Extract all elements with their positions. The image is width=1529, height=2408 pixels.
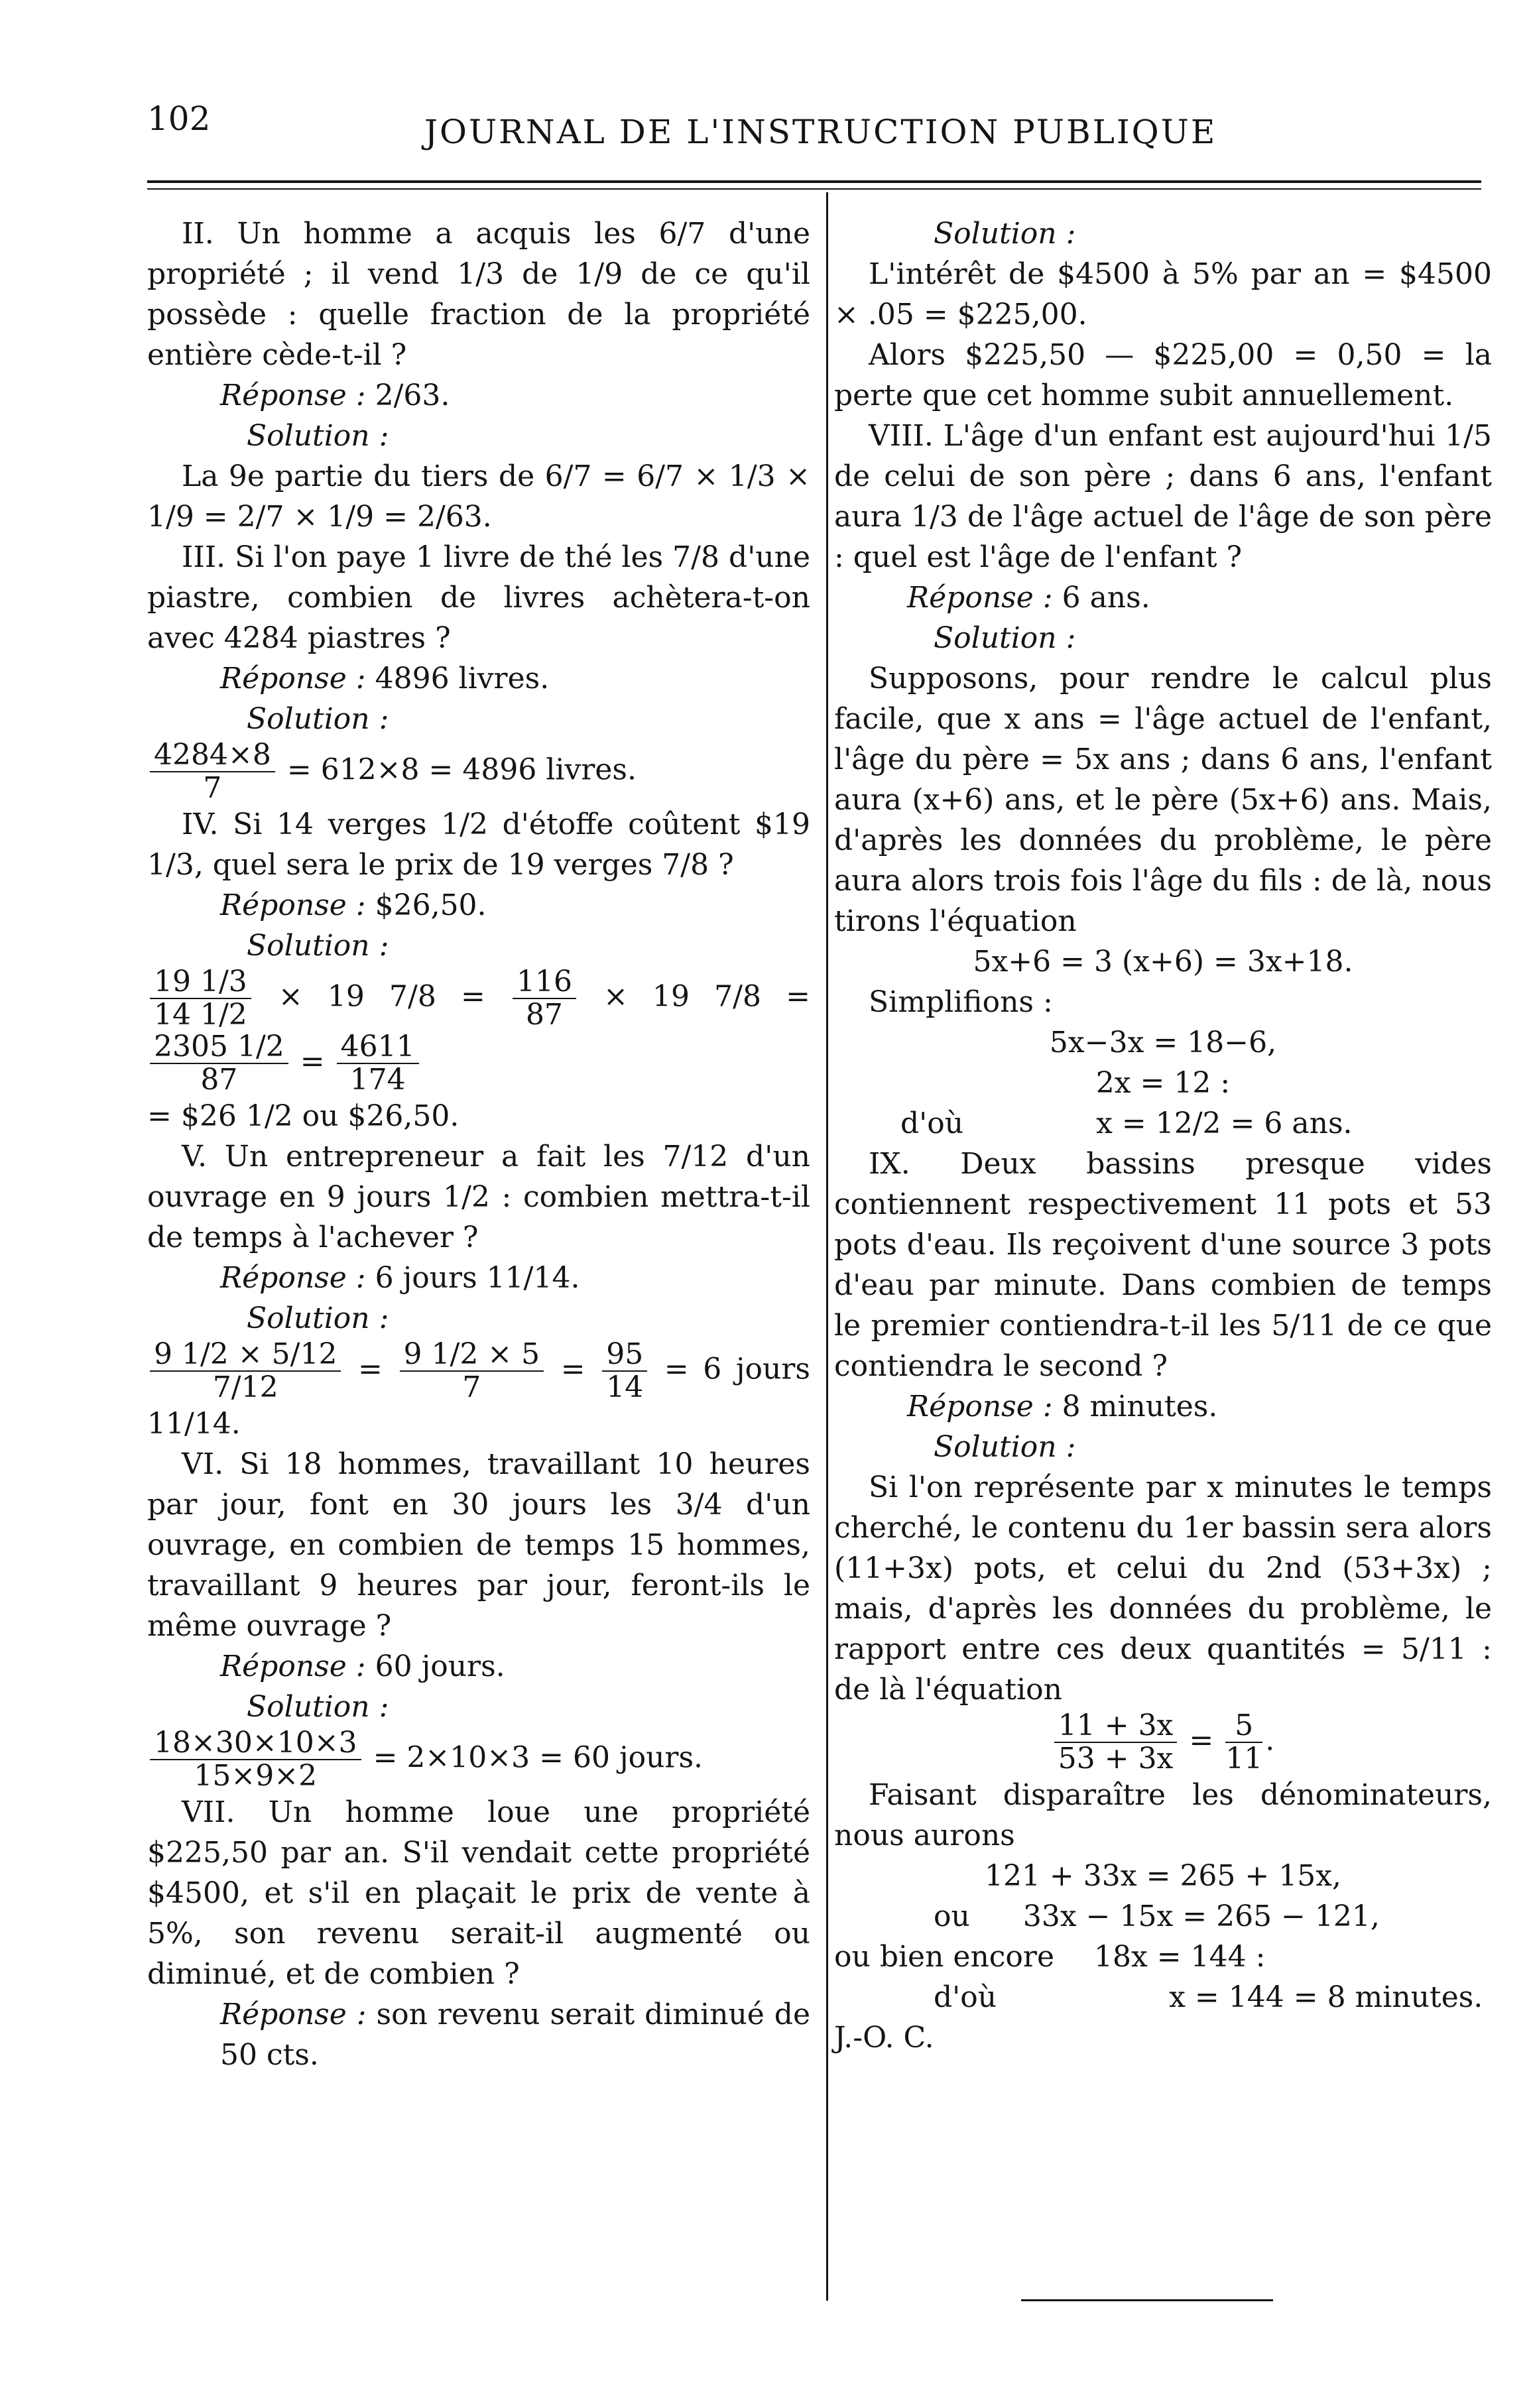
- problem-4-statement: IV. Si 14 verges 1/2 d'étoffe coûtent $19 1/3, quel sera le prix de 19 verges 7/8 ?: [147, 808, 810, 882]
- problem-8-answer: [834, 577, 1492, 618]
- problem-6-equation: $\frac{18\times 30\times 10\times 3}{15\times 9\times 2}$ = 2×10×3 = 60 jours.: [147, 1727, 810, 1792]
- problem-9-answer: [834, 1386, 1492, 1427]
- fraction: $\frac{5}{11}$: [1225, 1709, 1263, 1776]
- problem-8-statement: VIII. L'âge d'un enfant est aujourd'hui 1/5 de celui de son père ; dans 6 ans, l'enfant aura 1/3 de l'âge actuel de l'âge de son père : quel est l'âge de l'enfant ?: [834, 419, 1492, 574]
- problem-4-answer: [147, 885, 810, 926]
- answer-label: Réponse :: [220, 1998, 367, 2031]
- answer-label: Réponse :: [220, 888, 366, 922]
- problem-3-statement: III. Si l'on paye 1 livre de thé les 7/8 d'une piastre, combien de livres achètera-t-on avec 4284 piastres ?: [147, 540, 810, 655]
- journal-title: JOURNAL DE L'INSTRUCTION PUBLIQUE: [424, 113, 1217, 151]
- answer-value: 60 jours.: [375, 1650, 505, 1683]
- problem-7-statement: VII. Un homme loue une propriété $225,50 par an. S'il vendait cette propriété $4500, et s'il en plaçait le prix de vente à 5%, son revenu serait-il augmenté ou diminué, et de combien ?: [147, 1795, 810, 1991]
- problem-5-statement: V. Un entrepreneur a fait les 7/12 d'un ouvrage en 9 jours 1/2 : combien mettra-t-il de temps à l'achever ?: [147, 1140, 810, 1254]
- signature: J.-O. C.: [834, 2021, 934, 2055]
- left-column: [147, 213, 810, 2075]
- solution-label: Solution :: [247, 1301, 389, 1335]
- answer-value: $26,50.: [375, 888, 487, 922]
- fraction: $\frac{9 1/2 \times 5}{7}$: [400, 1339, 544, 1404]
- problem-5-equation: $\frac{9 1/2 \times 5/12}{7/12}$ = $\frac{9 1/2 \times 5}{7}$ = $\frac{95}{14}$ = 6 jours 11/14.: [147, 1337, 810, 1441]
- problem-2-solution: La 9e partie du tiers de 6/7 = 6/7 × 1/3 × 1/9 = 2/7 × 1/9 = 2/63.: [147, 459, 810, 534]
- answer-label: Réponse :: [220, 662, 366, 695]
- solution-label: Solution :: [934, 1430, 1076, 1464]
- solution-label: Solution :: [934, 217, 1076, 251]
- problem-6-statement: VI. Si 18 hommes, travaillant 10 heures par jour, font en 30 jours les 3/4 d'un ouvrage, en combien de temps 15 hommes, travaillant 9 heures par jour, feront-ils le même ouvrage ?: [147, 1447, 810, 1643]
- fraction: $\frac{4611}{174}$: [337, 1031, 419, 1096]
- problem-7-answer: [147, 1994, 810, 2075]
- problem-2-statement: II. Un homme a acquis les 6/7 d'une propriété ; il vend 1/3 de 1/9 de ce qu'il possède : quelle fraction de la propriété entière cède-t-il ?: [147, 217, 810, 372]
- problem-8-solution-text: Supposons, pour rendre le calcul plus facile, que x ans = l'âge actuel de l'enfant, l'âge du père = 5x ans ; dans 6 ans, l'enfant aura (x+6) ans, et le père (5x+6) ans. Mais, d'après les données du problème, le père aura alors trois fois l'âge du fils : de là, nous tirons l'équation: [834, 662, 1492, 938]
- fraction: $\frac{18\times 30\times 10\times 3}{15\times 9\times 2}$: [150, 1727, 361, 1792]
- equation-line: ou bien encore 18x = 144 :: [834, 1940, 1266, 1974]
- simplifions-label: Simplifions :: [869, 985, 1053, 1019]
- problem-2-answer: [147, 375, 810, 416]
- fraction: $\frac{95}{14}$: [602, 1339, 647, 1404]
- column-divider: [826, 192, 828, 2301]
- problem-9-solution-text-2: Faisant disparaître les dénominateurs, nous aurons: [834, 1778, 1492, 1852]
- problem-5-answer: [147, 1258, 810, 1298]
- page-header: [0, 99, 1529, 159]
- end-rule: [1021, 2299, 1273, 2301]
- answer-value: 2/63.: [375, 379, 450, 412]
- answer-label: Réponse :: [220, 379, 366, 412]
- fraction: $\frac{19 1/3}{14 1/2}$: [150, 966, 251, 1031]
- problem-3-equation: $\frac{4284\times 8}{7}$ = 612×8 = 4896 livres.: [147, 739, 810, 804]
- problem-3-answer: [147, 658, 810, 699]
- solution-label: Solution :: [247, 1690, 389, 1724]
- answer-value: 8 minutes.: [1062, 1390, 1218, 1423]
- fraction: $\frac{9 1/2 \times 5/12}{7/12}$: [150, 1339, 341, 1404]
- problem-9-equation: $\frac{11 + 3x}{53 + 3x}$ = $\frac{5}{11}$ .: [834, 1710, 1492, 1775]
- answer-label: Réponse :: [220, 1261, 366, 1295]
- fraction: $\frac{2305 1/2}{87}$: [150, 1031, 288, 1096]
- equation-line: 2x = 12 :: [1095, 1066, 1231, 1100]
- header-rule-thin: [147, 188, 1481, 190]
- problem-6-answer: [147, 1646, 810, 1687]
- equation-line: 5x−3x = 18−6,: [1049, 1026, 1277, 1059]
- header-rule: [147, 180, 1481, 183]
- answer-label: Réponse :: [907, 581, 1053, 615]
- page-number: 102: [147, 99, 211, 138]
- equation-line: 5x+6 = 3 (x+6) = 3x+18.: [973, 945, 1353, 979]
- equation-line: d'où x = 12/2 = 6 ans.: [900, 1107, 1353, 1140]
- answer-value: 4896 livres.: [375, 662, 550, 695]
- equation-line: ou 33x − 15x = 265 − 121,: [934, 1899, 1380, 1933]
- solution-label: Solution :: [934, 621, 1076, 655]
- right-column: [834, 213, 1492, 2058]
- solution-label: Solution :: [247, 419, 389, 453]
- solution-label: Solution :: [247, 702, 389, 736]
- problem-4-result: = $26 1/2 ou $26,50.: [147, 1099, 459, 1133]
- equation-line: 121 + 33x = 265 + 15x,: [984, 1859, 1342, 1893]
- problem-7-solution-line-2: Alors $225,50 — $225,00 = 0,50 = la perte que cet homme subit annuellement.: [834, 338, 1492, 412]
- fraction: $\frac{116}{87}$: [513, 966, 576, 1031]
- problem-7-solution-line-1: L'intérêt de $4500 à 5% par an = $4500 × .05 = $225,00.: [834, 257, 1492, 331]
- problem-4-equation: $\frac{19 1/3}{14 1/2}$ × 19 7/8 = $\frac{116}{87}$ × 19 7/8 = $\frac{2305 1/2}{87}$ = $\frac{4611}{174}$: [147, 966, 810, 1096]
- fraction: $\frac{11 + 3x}{53 + 3x}$: [1054, 1710, 1178, 1775]
- answer-label: Réponse :: [907, 1390, 1053, 1423]
- answer-label: Réponse :: [220, 1650, 366, 1683]
- answer-value: 6 jours 11/14.: [375, 1261, 580, 1295]
- answer-value: son revenu serait diminué de 50 cts.: [220, 1998, 810, 2072]
- equation-line: d'où x = 144 = 8 minutes.: [934, 1980, 1483, 2014]
- fraction: $\frac{4284\times 8}{7}$: [150, 739, 275, 804]
- solution-label: Solution :: [247, 929, 389, 963]
- answer-value: 6 ans.: [1062, 581, 1150, 615]
- problem-9-solution-text: Si l'on représente par x minutes le temps cherché, le contenu du 1er bassin sera alors (11+3x) pots, et celui du 2nd (53+3x) ; mais, d'après les données du problème, le rapport entre ces deux quantités = 5/11 : de là l'équation: [834, 1471, 1492, 1707]
- problem-9-statement: IX. Deux bassins presque vides contiennent respectivement 11 pots et 53 pots d'eau. Ils reçoivent d'une source 3 pots d'eau par minute. Dans combien de temps le premier contiendra-t-il les 5/11 de ce que contiendra le second ?: [834, 1147, 1492, 1383]
